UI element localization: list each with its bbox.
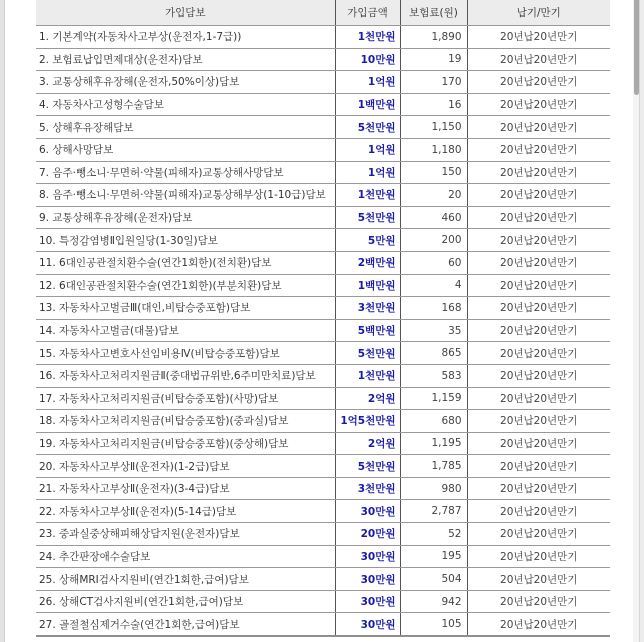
term-cell: 20년납20년만기 <box>467 93 610 116</box>
term-cell: 20년납20년만기 <box>467 523 610 546</box>
amount-cell: 5천만원 <box>335 206 400 229</box>
amount-cell: 3천만원 <box>335 477 400 500</box>
coverage-name-cell: 16. 자동차사고처리지원금Ⅱ(중대법규위반,6주미만치료)담보 <box>36 364 335 387</box>
coverage-name-cell: 10. 특정감염병Ⅱ입원일당(1-30일)담보 <box>36 229 335 252</box>
coverage-name-cell: 24. 추간판장애수술담보 <box>36 545 335 568</box>
coverage-name-cell: 4. 자동차사고성형수술담보 <box>36 93 335 116</box>
table-row <box>36 455 610 478</box>
term-cell: 20년납20년만기 <box>467 297 610 320</box>
coverage-name-cell: 26. 상해CT검사지원비(연간1회한,급여)담보 <box>36 590 335 613</box>
header-premium: 보험료(원) <box>400 0 467 26</box>
coverage-name-cell: 27. 골절철심제거수술(연간1회한,급여)담보 <box>36 613 335 636</box>
term-cell: 20년납20년만기 <box>467 545 610 568</box>
header-coverage: 가입담보 <box>36 0 335 26</box>
header-term: 납기/만기 <box>467 0 610 26</box>
term-cell: 20년납20년만기 <box>467 364 610 387</box>
premium-cell: 1,785 <box>400 455 467 478</box>
term-cell: 20년납20년만기 <box>467 71 610 94</box>
coverage-name-cell: 12. 6대인공관절치환수술(연간1회한)(부분치환)담보 <box>36 274 335 297</box>
term-cell: 20년납20년만기 <box>467 274 610 297</box>
premium-cell: 52 <box>400 523 467 546</box>
amount-cell: 30만원 <box>335 613 400 636</box>
coverage-name-cell: 13. 자동차사고벌금Ⅲ(대인,비탑승중포함)담보 <box>36 297 335 320</box>
term-cell: 20년납20년만기 <box>467 48 610 71</box>
coverage-name-cell: 1. 기본계약(자동차사고부상(운전자,1-7급)) <box>36 26 335 49</box>
premium-cell: 20 <box>400 184 467 207</box>
term-cell: 20년납20년만기 <box>467 500 610 523</box>
coverage-name-cell: 8. 음주·뺑소니·무면허·약물(피해자)교통상해부상(1-10급)담보 <box>36 184 335 207</box>
premium-cell: 1,150 <box>400 116 467 139</box>
table-row <box>36 274 610 297</box>
coverage-name-cell: 2. 보험료납입면제대상(운전자)담보 <box>36 48 335 71</box>
amount-cell: 2억원 <box>335 387 400 410</box>
amount-cell: 10만원 <box>335 48 400 71</box>
amount-cell: 1억원 <box>335 138 400 161</box>
amount-cell: 3천만원 <box>335 297 400 320</box>
table-row <box>36 613 610 636</box>
amount-cell: 30만원 <box>335 590 400 613</box>
amount-cell: 1천만원 <box>335 364 400 387</box>
table-row <box>36 545 610 568</box>
table-row <box>36 161 610 184</box>
table-row <box>36 297 610 320</box>
table-row <box>36 26 610 49</box>
table-row <box>36 477 610 500</box>
coverage-name-cell: 21. 자동차사고부상Ⅱ(운전자)(3-4급)담보 <box>36 477 335 500</box>
premium-cell: 150 <box>400 161 467 184</box>
table-row <box>36 387 610 410</box>
table-row <box>36 48 610 71</box>
term-cell: 20년납20년만기 <box>467 590 610 613</box>
premium-cell: 1,159 <box>400 387 467 410</box>
coverage-name-cell: 25. 상해MRI검사지원비(연간1회한,급여)담보 <box>36 568 335 591</box>
amount-cell: 5천만원 <box>335 455 400 478</box>
amount-cell: 20만원 <box>335 523 400 546</box>
amount-cell: 30만원 <box>335 545 400 568</box>
premium-cell: 1,195 <box>400 432 467 455</box>
amount-cell: 30만원 <box>335 500 400 523</box>
table-row <box>36 500 610 523</box>
table-row <box>36 206 610 229</box>
right-edge-border <box>639 0 644 642</box>
term-cell: 20년납20년만기 <box>467 184 610 207</box>
coverage-name-cell: 3. 교통상해후유장해(운전자,50%이상)담보 <box>36 71 335 94</box>
premium-cell: 1,890 <box>400 26 467 49</box>
premium-cell: 200 <box>400 229 467 252</box>
premium-cell: 1,180 <box>400 138 467 161</box>
coverage-name-cell: 23. 중과실중상해피해상담지원(운전자)담보 <box>36 523 335 546</box>
coverage-name-cell: 19. 자동차사고처리지원금(비탑승중포함)(중상해)담보 <box>36 432 335 455</box>
table-row <box>36 319 610 342</box>
left-edge-border <box>0 0 5 642</box>
term-cell: 20년납20년만기 <box>467 342 610 365</box>
term-cell: 20년납20년만기 <box>467 26 610 49</box>
table-row <box>36 590 610 613</box>
header-amount: 가입금액 <box>335 0 400 26</box>
table-row <box>36 116 610 139</box>
amount-cell: 2억원 <box>335 432 400 455</box>
amount-cell: 30만원 <box>335 568 400 591</box>
term-cell: 20년납20년만기 <box>467 410 610 433</box>
term-cell: 20년납20년만기 <box>467 432 610 455</box>
term-cell: 20년납20년만기 <box>467 251 610 274</box>
premium-cell: 195 <box>400 545 467 568</box>
table-row <box>36 523 610 546</box>
term-cell: 20년납20년만기 <box>467 161 610 184</box>
premium-cell: 60 <box>400 251 467 274</box>
amount-cell: 5백만원 <box>335 319 400 342</box>
premium-cell: 942 <box>400 590 467 613</box>
amount-cell: 5만원 <box>335 229 400 252</box>
term-cell: 20년납20년만기 <box>467 138 610 161</box>
premium-cell: 170 <box>400 71 467 94</box>
amount-cell: 1억원 <box>335 71 400 94</box>
premium-cell: 19 <box>400 48 467 71</box>
premium-cell: 35 <box>400 319 467 342</box>
term-cell: 20년납20년만기 <box>467 613 610 636</box>
coverage-name-cell: 6. 상해사망담보 <box>36 138 335 161</box>
table-row <box>36 342 610 365</box>
coverage-name-cell: 7. 음주·뺑소니·무면허·약물(피해자)교통상해사망담보 <box>36 161 335 184</box>
premium-cell: 583 <box>400 364 467 387</box>
premium-cell: 4 <box>400 274 467 297</box>
coverage-name-cell: 14. 자동차사고벌금(대물)담보 <box>36 319 335 342</box>
coverage-table <box>36 0 610 637</box>
amount-cell: 1천만원 <box>335 26 400 49</box>
table-row <box>36 138 610 161</box>
premium-cell: 680 <box>400 410 467 433</box>
amount-cell: 5천만원 <box>335 342 400 365</box>
premium-cell: 105 <box>400 613 467 636</box>
coverage-name-cell: 9. 교통상해후유장해(운전자)담보 <box>36 206 335 229</box>
amount-cell: 1억원 <box>335 161 400 184</box>
amount-cell: 1천만원 <box>335 184 400 207</box>
term-cell: 20년납20년만기 <box>467 477 610 500</box>
table-row <box>36 432 610 455</box>
coverage-name-cell: 15. 자동차사고변호사선임비용Ⅳ(비탑승중포함)담보 <box>36 342 335 365</box>
premium-cell: 504 <box>400 568 467 591</box>
term-cell: 20년납20년만기 <box>467 206 610 229</box>
coverage-name-cell: 20. 자동차사고부상Ⅱ(운전자)(1-2급)담보 <box>36 455 335 478</box>
table-row <box>36 229 610 252</box>
table-row <box>36 568 610 591</box>
coverage-table-container <box>36 0 610 637</box>
term-cell: 20년납20년만기 <box>467 455 610 478</box>
coverage-name-cell: 5. 상해후유장해담보 <box>36 116 335 139</box>
coverage-name-cell: 11. 6대인공관절치환수술(연간1회한)(전치환)담보 <box>36 251 335 274</box>
amount-cell: 2백만원 <box>335 251 400 274</box>
premium-cell: 16 <box>400 93 467 116</box>
term-cell: 20년납20년만기 <box>467 568 610 591</box>
amount-cell: 1억5천만원 <box>335 410 400 433</box>
term-cell: 20년납20년만기 <box>467 116 610 139</box>
term-cell: 20년납20년만기 <box>467 229 610 252</box>
coverage-name-cell: 18. 자동차사고처리지원금(비탑승중포함)(중과실)담보 <box>36 410 335 433</box>
premium-cell: 2,787 <box>400 500 467 523</box>
premium-cell: 865 <box>400 342 467 365</box>
premium-cell: 460 <box>400 206 467 229</box>
table-row <box>36 93 610 116</box>
premium-cell: 980 <box>400 477 467 500</box>
amount-cell: 1백만원 <box>335 93 400 116</box>
coverage-name-cell: 17. 자동차사고처리지원금(비탑승중포함)(사망)담보 <box>36 387 335 410</box>
table-row <box>36 410 610 433</box>
amount-cell: 1백만원 <box>335 274 400 297</box>
coverage-name-cell: 22. 자동차사고부상Ⅱ(운전자)(5-14급)담보 <box>36 500 335 523</box>
term-cell: 20년납20년만기 <box>467 387 610 410</box>
premium-cell: 168 <box>400 297 467 320</box>
table-header-row <box>36 0 610 26</box>
amount-cell: 5천만원 <box>335 116 400 139</box>
table-row <box>36 184 610 207</box>
term-cell: 20년납20년만기 <box>467 319 610 342</box>
table-row <box>36 251 610 274</box>
table-row <box>36 364 610 387</box>
table-row <box>36 71 610 94</box>
